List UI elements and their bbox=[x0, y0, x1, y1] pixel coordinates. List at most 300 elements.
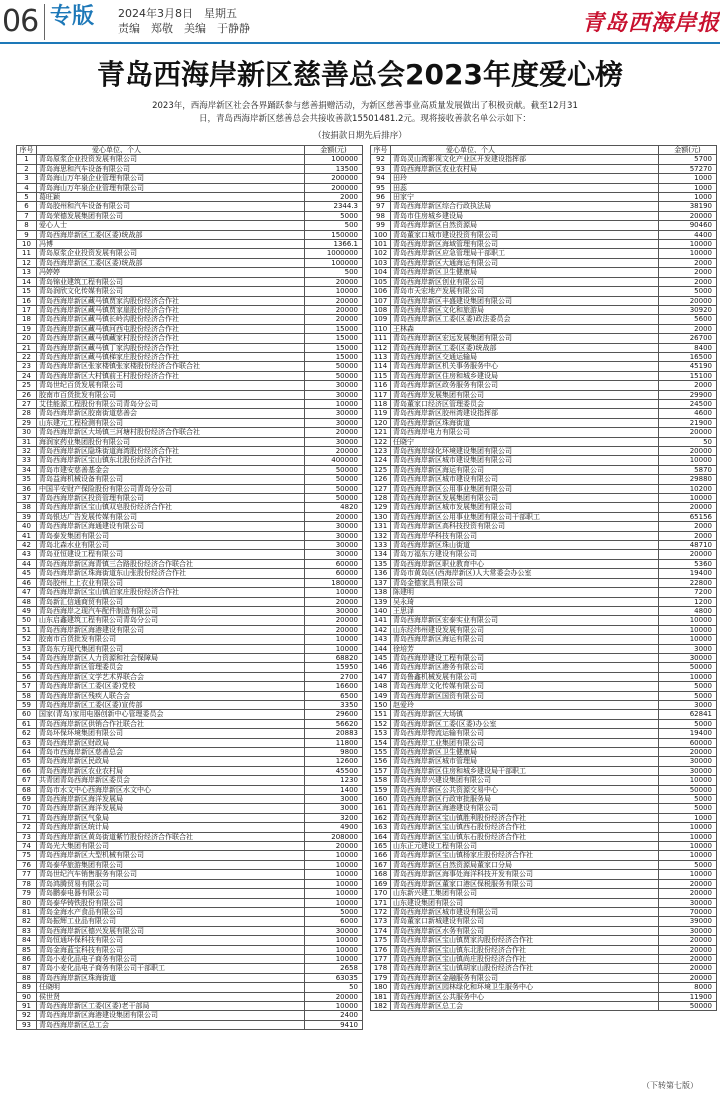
donor-name: 青岛西海岸新区国资有限公司 bbox=[391, 691, 659, 700]
donor-name: 青岛新汇信通商贸有限公司 bbox=[37, 597, 305, 606]
table-row bbox=[17, 230, 363, 239]
table-row bbox=[371, 785, 717, 794]
donation-amount: 20000 bbox=[659, 889, 717, 898]
donation-amount: 20000 bbox=[659, 945, 717, 954]
table-row bbox=[17, 550, 363, 559]
donation-amount: 1230 bbox=[305, 776, 363, 785]
donation-amount: 20000 bbox=[659, 296, 717, 305]
row-index: 102 bbox=[371, 249, 391, 258]
donation-amount: 19400 bbox=[659, 729, 717, 738]
table-row bbox=[371, 456, 717, 465]
table-row bbox=[17, 907, 363, 916]
donor-name: 中国平安财产保险股份有限公司青岛分公司 bbox=[37, 484, 305, 493]
donor-rows-left bbox=[17, 155, 363, 1030]
donor-name: 青岛亚恒建设工程有限公司 bbox=[37, 550, 305, 559]
donor-name: 青岛西海岸新区管理委员会 bbox=[37, 663, 305, 672]
donor-name: 青岛西海岸新区宝山镇尚庄股份经济合作社 bbox=[391, 954, 659, 963]
table-row bbox=[371, 945, 717, 954]
row-index: 103 bbox=[371, 258, 391, 267]
table-row bbox=[371, 183, 717, 192]
row-index: 42 bbox=[17, 541, 37, 550]
donation-amount: 30000 bbox=[659, 757, 717, 766]
table-row bbox=[17, 362, 363, 371]
donor-name: 青岛西海岸新区海青镇三合路股份经济合作联合社 bbox=[37, 559, 305, 568]
donation-amount: 10000 bbox=[305, 898, 363, 907]
row-index: 60 bbox=[17, 710, 37, 719]
donation-amount: 6000 bbox=[305, 917, 363, 926]
donation-amount: 30000 bbox=[305, 522, 363, 531]
donation-amount: 70000 bbox=[659, 907, 717, 916]
donation-amount: 200000 bbox=[305, 174, 363, 183]
row-index: 82 bbox=[17, 917, 37, 926]
row-index: 155 bbox=[371, 748, 391, 757]
donation-amount: 10000 bbox=[659, 842, 717, 851]
row-index: 111 bbox=[371, 334, 391, 343]
donor-name: 青岛世纪汽车销售服务有限公司 bbox=[37, 870, 305, 879]
row-index: 48 bbox=[17, 597, 37, 606]
donor-name: 青岛益海机械设备有限公司 bbox=[37, 475, 305, 484]
donation-amount: 2000 bbox=[659, 324, 717, 333]
donation-amount: 4600 bbox=[659, 409, 717, 418]
donation-amount: 20000 bbox=[305, 305, 363, 314]
donation-amount: 20000 bbox=[659, 503, 717, 512]
table-row bbox=[371, 334, 717, 343]
donor-name: 青岛环保环境集团有限公司 bbox=[37, 729, 305, 738]
table-row bbox=[371, 870, 717, 879]
table-row bbox=[17, 973, 363, 982]
donor-name: 青岛西海岸新区城市建设有限公司 bbox=[391, 475, 659, 484]
row-index: 63 bbox=[17, 738, 37, 747]
row-index: 129 bbox=[371, 503, 391, 512]
donor-name: 青岛原浆企业投资发展有限公司 bbox=[37, 155, 305, 164]
page-header bbox=[0, 0, 720, 46]
row-index: 8 bbox=[17, 221, 37, 230]
donation-amount: 5000 bbox=[659, 804, 717, 813]
row-index: 106 bbox=[371, 287, 391, 296]
column-header-name: 爱心单位、个人 bbox=[37, 146, 305, 155]
donor-name: 山东经纬州建设发展有限公司 bbox=[391, 625, 659, 634]
row-index: 1 bbox=[17, 155, 37, 164]
donation-amount: 50000 bbox=[305, 362, 363, 371]
donation-amount: 200000 bbox=[305, 183, 363, 192]
donation-amount: 10000 bbox=[305, 945, 363, 954]
row-index: 81 bbox=[17, 907, 37, 916]
row-index: 131 bbox=[371, 522, 391, 531]
donation-amount: 180000 bbox=[305, 578, 363, 587]
donor-name: 青岛东方现代集团有限公司 bbox=[37, 644, 305, 653]
table-row bbox=[17, 484, 363, 493]
donor-name: 山东启鑫建筑工程有限公司青岛分公司 bbox=[37, 616, 305, 625]
donor-name: 青岛海山万年泉企业管理有限公司 bbox=[37, 174, 305, 183]
donor-name: 共青团青岛西海岸新区委员会 bbox=[37, 776, 305, 785]
table-row bbox=[371, 512, 717, 521]
donation-amount: 10000 bbox=[305, 1001, 363, 1010]
row-index: 140 bbox=[371, 606, 391, 615]
row-index: 126 bbox=[371, 475, 391, 484]
donation-amount: 50000 bbox=[659, 1001, 717, 1010]
table-row bbox=[371, 832, 717, 841]
donation-amount: 50000 bbox=[659, 785, 717, 794]
table-row bbox=[371, 352, 717, 361]
continue-note: （下转第七版） bbox=[642, 1081, 698, 1090]
table-row bbox=[371, 1001, 717, 1010]
row-index: 49 bbox=[17, 606, 37, 615]
row-index: 24 bbox=[17, 371, 37, 380]
donor-name: 青岛鸿腾贸易有限公司 bbox=[37, 879, 305, 888]
table-row bbox=[371, 541, 717, 550]
table-row bbox=[17, 268, 363, 277]
row-index: 93 bbox=[371, 164, 391, 173]
donor-name: 青岛西海岸新区宝山镇东北股份经济合作社 bbox=[37, 456, 305, 465]
table-row bbox=[17, 616, 363, 625]
donation-amount: 5000 bbox=[659, 682, 717, 691]
donation-amount: 30000 bbox=[305, 437, 363, 446]
donation-amount: 2000 bbox=[659, 277, 717, 286]
donation-amount: 30000 bbox=[305, 409, 363, 418]
table-row bbox=[17, 522, 363, 531]
row-index: 3 bbox=[17, 174, 37, 183]
row-index: 64 bbox=[17, 748, 37, 757]
donation-amount: 5000 bbox=[305, 211, 363, 220]
row-index: 66 bbox=[17, 766, 37, 775]
table-row bbox=[17, 1011, 363, 1020]
donation-amount: 20000 bbox=[305, 616, 363, 625]
donation-amount: 1000 bbox=[659, 174, 717, 183]
donor-name: 青岛西海岸新区城市发展集团有限公司 bbox=[391, 503, 659, 512]
row-index: 79 bbox=[17, 889, 37, 898]
row-index: 16 bbox=[17, 296, 37, 305]
donor-name: 青岛西海岸新区文学艺术界联合会 bbox=[37, 672, 305, 681]
donor-name: 青岛西海岸新区农业农村局 bbox=[391, 164, 659, 173]
table-row bbox=[17, 597, 363, 606]
row-index: 121 bbox=[371, 428, 391, 437]
row-index: 47 bbox=[17, 588, 37, 597]
table-row bbox=[371, 983, 717, 992]
donation-amount: 10000 bbox=[305, 889, 363, 898]
donor-name: 青岛西海岸新区交通运输局 bbox=[391, 352, 659, 361]
donation-amount: 2000 bbox=[659, 381, 717, 390]
donor-name: 青岛西海岸新区海域管理有限公司 bbox=[391, 240, 659, 249]
donation-amount: 20000 bbox=[659, 964, 717, 973]
donation-amount: 10000 bbox=[659, 672, 717, 681]
donation-amount: 10000 bbox=[659, 870, 717, 879]
donor-name: 青岛西海岸新区工委(区委)党校 bbox=[37, 682, 305, 691]
donation-amount: 2400 bbox=[305, 1011, 363, 1020]
table-row bbox=[17, 992, 363, 1001]
donation-amount: 5000 bbox=[305, 907, 363, 916]
table-row bbox=[17, 569, 363, 578]
donor-name: 青岛西海岸新区藏马镇藏家村股份经济合作社 bbox=[37, 334, 305, 343]
donation-amount: 10000 bbox=[305, 879, 363, 888]
donation-amount: 2700 bbox=[305, 672, 363, 681]
donation-amount: 10000 bbox=[659, 823, 717, 832]
row-index: 135 bbox=[371, 559, 391, 568]
table-row bbox=[17, 211, 363, 220]
donation-amount: 4800 bbox=[659, 606, 717, 615]
donor-name: 胶南市百货批发有限公司 bbox=[37, 635, 305, 644]
donation-amount: 3000 bbox=[305, 795, 363, 804]
row-index: 37 bbox=[17, 494, 37, 503]
row-index: 61 bbox=[17, 719, 37, 728]
donation-amount: 10000 bbox=[659, 635, 717, 644]
table-row bbox=[17, 983, 363, 992]
row-index: 159 bbox=[371, 785, 391, 794]
donation-amount: 4900 bbox=[305, 823, 363, 832]
donation-amount: 10000 bbox=[659, 776, 717, 785]
donor-name: 青岛西海岸新区公用事业集团有限公司 bbox=[391, 484, 659, 493]
donor-name: 青岛西海岸新区海港建设集团有限公司 bbox=[37, 1011, 305, 1020]
table-header-row bbox=[17, 146, 363, 155]
table-row bbox=[17, 663, 363, 672]
donor-name: 青岛市黄岛区(西海岸新区)人大常委会办公室 bbox=[391, 569, 659, 578]
row-index: 178 bbox=[371, 964, 391, 973]
table-row bbox=[17, 653, 363, 662]
row-index: 74 bbox=[17, 842, 37, 851]
table-row bbox=[371, 992, 717, 1001]
donor-name: 国家(青岛)家用电器创新中心管理委员会 bbox=[37, 710, 305, 719]
donation-amount: 3350 bbox=[305, 700, 363, 709]
donor-name: 山东新兴建工集团有限公司 bbox=[391, 889, 659, 898]
table-row bbox=[371, 240, 717, 249]
row-index: 19 bbox=[17, 324, 37, 333]
row-index: 87 bbox=[17, 964, 37, 973]
row-index: 179 bbox=[371, 973, 391, 982]
row-index: 30 bbox=[17, 428, 37, 437]
donor-name: 青岛西海岸新区德兴发展有限公司 bbox=[37, 926, 305, 935]
donation-amount: 60000 bbox=[305, 569, 363, 578]
table-row bbox=[17, 277, 363, 286]
table-row bbox=[17, 531, 363, 540]
row-index: 23 bbox=[17, 362, 37, 371]
table-row bbox=[17, 193, 363, 202]
table-row bbox=[17, 494, 363, 503]
row-index: 53 bbox=[17, 644, 37, 653]
column-header-index: 序号 bbox=[371, 146, 391, 155]
table-row bbox=[371, 324, 717, 333]
donation-amount: 9410 bbox=[305, 1020, 363, 1029]
row-index: 85 bbox=[17, 945, 37, 954]
donor-name: 青岛西海岸新区藏马镇丁家沟股份经济合作社 bbox=[37, 343, 305, 352]
donor-name: 青岛西海岸之现汽车配件制造有限公司 bbox=[37, 606, 305, 615]
row-index: 177 bbox=[371, 954, 391, 963]
table-row bbox=[371, 287, 717, 296]
donation-amount: 2658 bbox=[305, 964, 363, 973]
donor-name: 青岛西海岸新区工委(区委)统战部 bbox=[37, 230, 305, 239]
row-index: 181 bbox=[371, 992, 391, 1001]
donor-name: 青岛西海岸新区财政局 bbox=[37, 738, 305, 747]
donor-name: 青岛西海岸新区宝山镇贾家沟股份经济合作社 bbox=[391, 936, 659, 945]
table-row bbox=[17, 428, 363, 437]
row-index: 138 bbox=[371, 588, 391, 597]
row-index: 175 bbox=[371, 936, 391, 945]
donor-name: 青岛泰发集团有限公司 bbox=[37, 531, 305, 540]
row-index: 144 bbox=[371, 644, 391, 653]
donor-name: 青岛西海岸新区城市管理局 bbox=[391, 757, 659, 766]
donor-name: 青岛西海岸新区海港建设有限公司 bbox=[391, 804, 659, 813]
table-row bbox=[17, 390, 363, 399]
table-row bbox=[371, 710, 717, 719]
table-row bbox=[17, 409, 363, 418]
donor-name: 青岛西海岸新区公共资源交易中心 bbox=[391, 785, 659, 794]
row-index: 156 bbox=[371, 757, 391, 766]
row-index: 104 bbox=[371, 268, 391, 277]
row-index: 76 bbox=[17, 860, 37, 869]
table-row bbox=[17, 823, 363, 832]
donor-name: 青岛西海岸新区应急管理局干部职工 bbox=[391, 249, 659, 258]
table-row bbox=[371, 851, 717, 860]
row-index: 119 bbox=[371, 409, 391, 418]
donor-name: 青岛胶州上上衣业有限公司 bbox=[37, 578, 305, 587]
row-index: 54 bbox=[17, 653, 37, 662]
row-index: 96 bbox=[371, 193, 391, 202]
donation-amount: 20000 bbox=[305, 428, 363, 437]
row-index: 116 bbox=[371, 381, 391, 390]
donor-name: 青岛灵山湾影视文化产业区开发建设指挥部 bbox=[391, 155, 659, 164]
donation-amount: 3000 bbox=[659, 700, 717, 709]
row-index: 141 bbox=[371, 616, 391, 625]
table-row bbox=[371, 390, 717, 399]
donation-amount: 29600 bbox=[305, 710, 363, 719]
table-row bbox=[371, 447, 717, 456]
donor-name: 青岛西海岸新区丰盛建设集团有限公司 bbox=[391, 296, 659, 305]
table-row bbox=[371, 484, 717, 493]
donor-name: 青岛西海岸新区金融服务有限公司 bbox=[391, 973, 659, 982]
table-row bbox=[17, 776, 363, 785]
table-row bbox=[371, 682, 717, 691]
donation-amount: 19400 bbox=[659, 569, 717, 578]
row-index: 130 bbox=[371, 512, 391, 521]
row-index: 163 bbox=[371, 823, 391, 832]
table-row bbox=[371, 635, 717, 644]
donation-amount: 20000 bbox=[659, 748, 717, 757]
row-index: 97 bbox=[371, 202, 391, 211]
header-rule bbox=[0, 42, 720, 44]
donor-name: 青岛西海岸工业集团有限公司 bbox=[391, 738, 659, 747]
donor-name: 青岛市水文中心西海岸新区水文中心 bbox=[37, 785, 305, 794]
newspaper-logo: 青岛西海岸报 bbox=[582, 10, 720, 36]
table-row bbox=[17, 748, 363, 757]
editors-line: 责编 郑敬 美编 于静静 bbox=[118, 22, 250, 35]
donation-amount: 10000 bbox=[659, 494, 717, 503]
donor-rows-right bbox=[371, 155, 717, 1011]
table-row bbox=[371, 597, 717, 606]
table-row bbox=[371, 559, 717, 568]
donation-amount: 48710 bbox=[659, 541, 717, 550]
donor-name: 青岛泰华铸铁股份有限公司 bbox=[37, 898, 305, 907]
row-index: 157 bbox=[371, 766, 391, 775]
donation-amount: 8400 bbox=[659, 343, 717, 352]
issue-date: 2024年3月8日 星期五 bbox=[118, 7, 237, 20]
donor-name: 吴永琦 bbox=[391, 597, 659, 606]
table-row bbox=[17, 795, 363, 804]
donation-amount: 30000 bbox=[305, 381, 363, 390]
row-index: 9 bbox=[17, 230, 37, 239]
row-index: 113 bbox=[371, 352, 391, 361]
donor-name: 青岛西海岸新区行政审批服务局 bbox=[391, 795, 659, 804]
row-index: 92 bbox=[17, 1011, 37, 1020]
donor-name: 青岛西海岸物流运输有限公司 bbox=[391, 729, 659, 738]
donor-name: 青岛西海岸新区卫生健康局 bbox=[391, 748, 659, 757]
row-index: 80 bbox=[17, 898, 37, 907]
table-row bbox=[17, 842, 363, 851]
donation-amount: 20000 bbox=[305, 512, 363, 521]
donation-amount: 62841 bbox=[659, 710, 717, 719]
table-row bbox=[17, 766, 363, 775]
table-row bbox=[17, 785, 363, 794]
table-row bbox=[371, 465, 717, 474]
donor-name: 青岛西海岸新区藏马镇贾家沟股份经济合作社 bbox=[37, 296, 305, 305]
table-row bbox=[17, 503, 363, 512]
donor-name: 冯婷婷 bbox=[37, 268, 305, 277]
table-row bbox=[371, 907, 717, 916]
donor-name: 山东正元建设工程有限公司 bbox=[391, 842, 659, 851]
donation-amount: 1000 bbox=[659, 193, 717, 202]
row-index: 26 bbox=[17, 390, 37, 399]
donor-name: 田玲 bbox=[391, 174, 659, 183]
table-row bbox=[17, 437, 363, 446]
donation-amount: 2000 bbox=[659, 522, 717, 531]
donation-amount: 4400 bbox=[659, 230, 717, 239]
donation-amount: 10000 bbox=[305, 644, 363, 653]
header-divider bbox=[44, 4, 45, 40]
table-row bbox=[371, 230, 717, 239]
donor-name: 青岛西海岸新区海通建设有限公司 bbox=[37, 522, 305, 531]
donation-amount: 2000 bbox=[659, 268, 717, 277]
donor-name: 青岛西海岸电力有限公司 bbox=[391, 428, 659, 437]
table-row bbox=[371, 691, 717, 700]
row-index: 115 bbox=[371, 371, 391, 380]
row-index: 98 bbox=[371, 211, 391, 220]
donation-amount: 30000 bbox=[659, 898, 717, 907]
donor-name: 青岛西海岸新区职业教育中心 bbox=[391, 559, 659, 568]
row-index: 31 bbox=[17, 437, 37, 446]
donor-name: 青岛西海岸新区宝山镇胡家山股份经济合作社 bbox=[391, 964, 659, 973]
row-index: 11 bbox=[17, 249, 37, 258]
donation-amount: 45500 bbox=[305, 766, 363, 775]
donor-name: 青岛西海岸新区胶南街道慈善会 bbox=[37, 409, 305, 418]
row-index: 13 bbox=[17, 268, 37, 277]
donation-amount: 38190 bbox=[659, 202, 717, 211]
donation-amount: 1000 bbox=[659, 813, 717, 822]
donation-amount: 50 bbox=[659, 437, 717, 446]
donor-name: 葛旺颖 bbox=[37, 193, 305, 202]
table-row bbox=[17, 813, 363, 822]
table-row bbox=[371, 305, 717, 314]
table-row bbox=[371, 926, 717, 935]
donor-name: 青岛西海岸新区海洋发展局 bbox=[37, 804, 305, 813]
donor-name: 青岛西海岸新区海运有限公司 bbox=[391, 635, 659, 644]
donation-amount: 2000 bbox=[659, 258, 717, 267]
table-row bbox=[17, 465, 363, 474]
donation-amount: 5870 bbox=[659, 465, 717, 474]
row-index: 86 bbox=[17, 954, 37, 963]
row-index: 93 bbox=[17, 1020, 37, 1029]
donation-amount: 13500 bbox=[305, 164, 363, 173]
row-index: 133 bbox=[371, 541, 391, 550]
donor-name: 青岛西海岸建设工程有限公司 bbox=[391, 653, 659, 662]
table-row bbox=[371, 879, 717, 888]
row-index: 22 bbox=[17, 352, 37, 361]
row-index: 33 bbox=[17, 456, 37, 465]
table-row bbox=[371, 531, 717, 540]
donor-name: 青岛西海岸新区残疾人联合会 bbox=[37, 691, 305, 700]
table-row bbox=[17, 174, 363, 183]
table-row bbox=[371, 898, 717, 907]
donor-name: 青岛西海岸新区宏泰实业有限公司 bbox=[391, 616, 659, 625]
donation-amount: 3000 bbox=[305, 804, 363, 813]
row-index: 90 bbox=[17, 992, 37, 1001]
donation-amount: 10000 bbox=[305, 588, 363, 597]
